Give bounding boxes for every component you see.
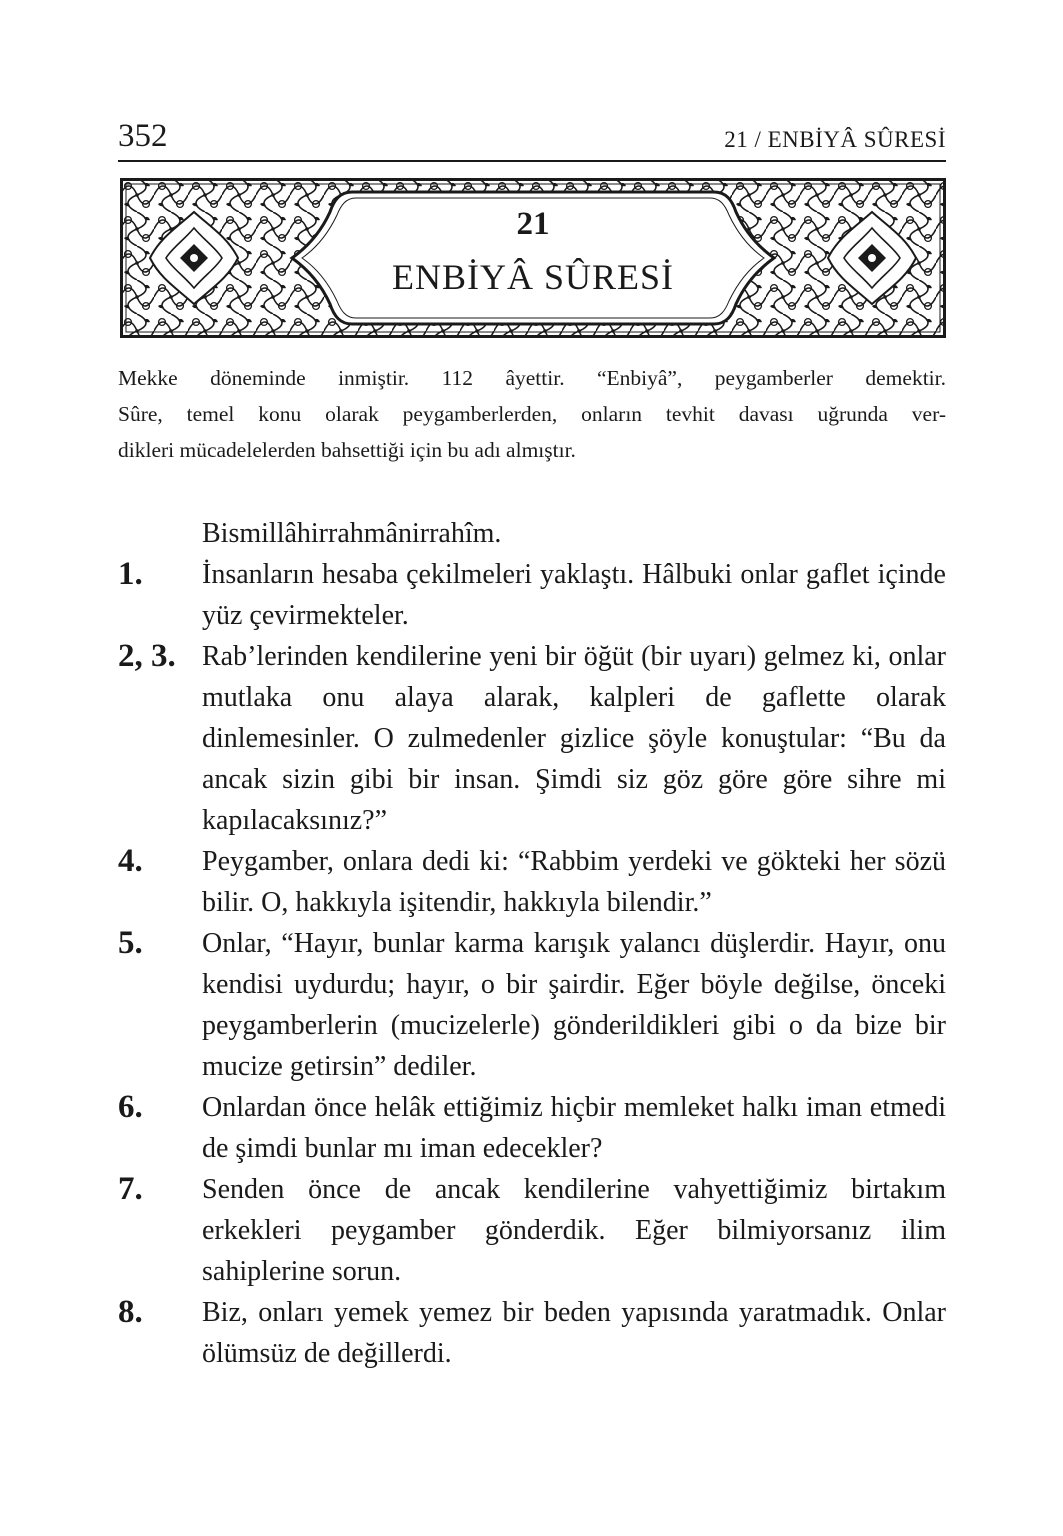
verse-number: 4. (118, 843, 143, 879)
page-number: 352 (118, 118, 168, 154)
banner-title-block (120, 178, 946, 338)
verse-number: 5. (118, 925, 143, 961)
verse-item (118, 636, 946, 841)
surah-banner (120, 178, 946, 338)
verse-number: 6. (118, 1089, 143, 1125)
verse-text: Biz, onları yemek yemez bir beden yapısında yaratmadık. Onlar ölümsüz de değillerdi. (202, 1297, 946, 1369)
verse-text: Senden önce de ancak kendilerine vahyettiğimiz birtakım erkekleri peygamber gönderdik. Eğer bilmiyorsanız ilim sahiplerine sorun. (202, 1174, 946, 1287)
verse-number: 1. (118, 556, 143, 592)
verse-text: İnsanların hesaba çekilmeleri yaklaştı. Hâlbuki onlar gaflet içinde yüz çevirmekteler. (202, 559, 946, 631)
verse-text: Peygamber, onlara dedi ki: “Rabbim yerdeki ve gökteki her sözü bilir. O, hakkıyla işitendir, hakkıyla bilendir.” (202, 846, 946, 918)
verse-item (118, 1087, 946, 1169)
verse-item (118, 554, 946, 636)
basmala: Bismillâhirrahmânirrahîm. (202, 518, 502, 549)
verse-item (118, 841, 946, 923)
verse-text: Onlardan önce helâk ettiğimiz hiçbir memleket halkı iman etmedi de şimdi bunlar mı iman edecekler? (202, 1092, 946, 1164)
intro-line: Mekke döneminde inmiştir. 112 âyettir. “Enbiyâ”, peygamberler demektir. (118, 366, 946, 390)
surah-name: ENBİYÂ SÛRESİ (391, 257, 674, 297)
intro-line: dikleri mücadelelerden bahsettiği için bu adı almıştır. (118, 438, 576, 462)
verse-number: 7. (118, 1171, 143, 1207)
verse-number: 2, 3. (118, 638, 176, 674)
verse-item (118, 1169, 946, 1292)
verse-item (118, 1292, 946, 1374)
verse-list (118, 554, 946, 1374)
surah-number: 21 (516, 206, 550, 242)
verse-text: Rab’lerinden kendilerine yeni bir öğüt (bir uyarı) gelmez ki, onlar mutlaka onu alaya alarak, kalpleri de gaflette olarak dinlemesinler. O zulmedenler gizlice şöyle konuştular: “Bu da ancak sizin gibi bir insan. Şimdi siz göz göre göre sihre mi kapılacaksınız?” (202, 641, 946, 836)
verse-number: 8. (118, 1294, 143, 1330)
verse-item (118, 923, 946, 1087)
page-header (118, 116, 946, 162)
running-title: 21 / ENBİYÂ SÛRESİ (724, 127, 946, 152)
verse-text: Onlar, “Hayır, bunlar karma karışık yalancı düşlerdir. Hayır, onu kendisi uydurdu; hayır, o bir şairdir. Eğer böyle değilse, önceki peygamberlerin (mucizelerle) gönderildikleri gibi o da bize bir mucize getirsin” dediler. (202, 928, 946, 1082)
intro-line: Sûre, temel konu olarak peygamberlerden, onların tevhit davası uğrunda ver- (118, 402, 946, 426)
surah-introduction (118, 360, 946, 468)
